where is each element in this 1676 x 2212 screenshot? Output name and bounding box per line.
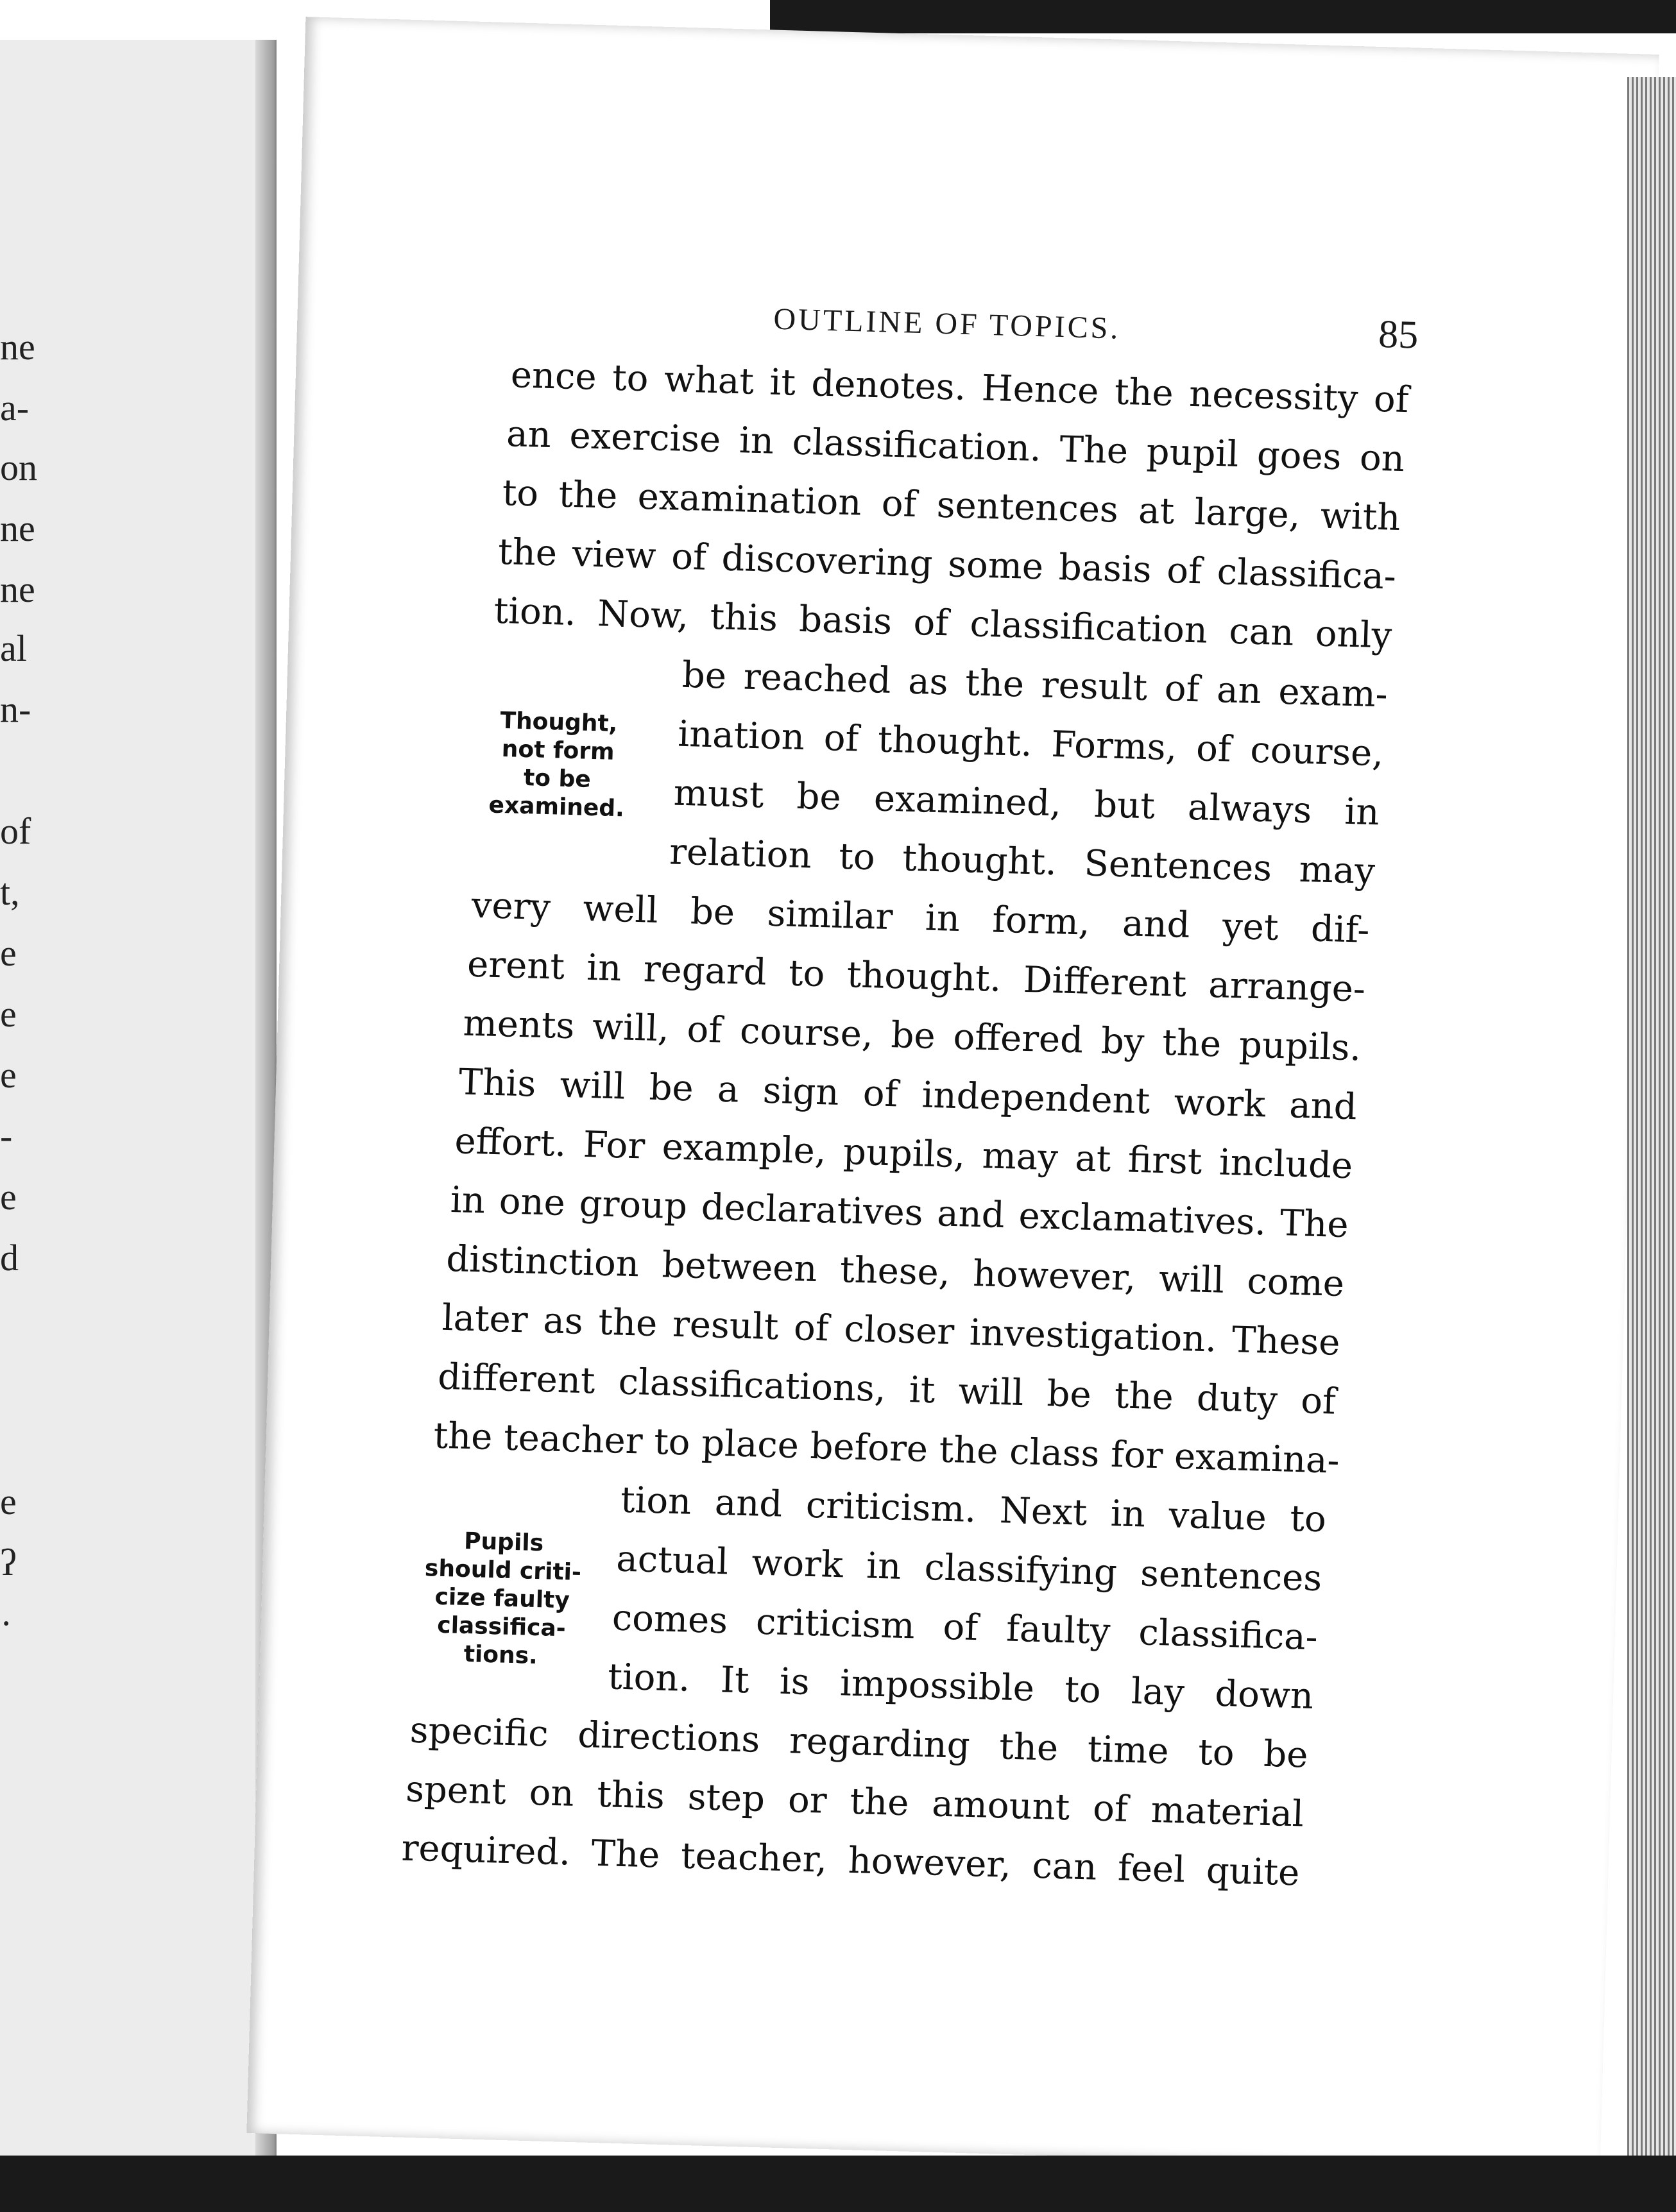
left-page-fragment: · [0, 1603, 13, 1644]
page-content [400, 282, 1437, 2002]
left-page-fragment: of [0, 810, 31, 852]
text-line: distinction between these, however, will come [445, 1238, 1345, 1305]
text-line: the teacher to place before the class for examina- [432, 1415, 1340, 1482]
page-edge-stack [1627, 77, 1676, 2194]
left-page-fragment: ne [0, 507, 35, 549]
text-line: required. The teacher, however, can feel quite [400, 1827, 1301, 1894]
text-line: relation to thought. Sentences may [669, 831, 1376, 893]
sidenote-line: classifica- [436, 1612, 567, 1642]
left-page-fragment: d [0, 1237, 19, 1279]
left-page-fragment: n- [0, 688, 31, 730]
text-line: ination of thought. Forms, of course, [677, 713, 1384, 775]
left-page-fragment: e [0, 1481, 17, 1522]
text-line: erent in regard to thought. Different arrange- [466, 943, 1366, 1010]
sidenote-line: tions. [463, 1640, 538, 1670]
scan-border-top [770, 0, 1676, 33]
text-line: different classifications, it will be the duty of [437, 1356, 1337, 1423]
sidenote-line: cize faulty [434, 1583, 570, 1614]
text-line: effort. For example, pupils, may at first include [454, 1120, 1353, 1187]
text-line: tion. Now, this basis of classification can only [493, 590, 1393, 657]
sidenote-line: Pupils [463, 1527, 544, 1557]
left-page-fragment: e [0, 1054, 17, 1096]
running-head: OUTLINE OF TOPICS. [773, 302, 1122, 346]
page-number: 85 [1378, 312, 1419, 357]
text-line: an exercise in classification. The pupil goes on [506, 413, 1405, 481]
left-facing-page [0, 40, 277, 2157]
text-line: comes criticism of faulty classifica- [611, 1597, 1319, 1659]
text-line: the view of discovering some basis of classifica- [497, 531, 1397, 598]
left-page-fragment: on [0, 447, 37, 488]
text-line: must be examined, but always in [672, 772, 1380, 834]
left-page-fragment: ne [0, 568, 35, 610]
left-page-fragment: t, [0, 871, 20, 913]
scan-border-bottom [0, 2156, 1676, 2212]
text-line: specific directions regarding the time to be [409, 1709, 1309, 1776]
text-line: tion. It is impossible to lay down [607, 1656, 1314, 1717]
text-line: actual work in classifying sentences [615, 1538, 1323, 1600]
text-line: later as the result of closer investigation. These [441, 1297, 1341, 1364]
sidenote-line: to be [523, 764, 592, 793]
left-page-fragment: al [0, 627, 27, 669]
left-page-fragment: e [0, 932, 17, 974]
text-line: in one group declaratives and exclamatives. The [450, 1179, 1349, 1246]
left-page-fragment: ne [0, 326, 35, 368]
left-page-fragment: - [0, 1115, 13, 1157]
text-line: be reached as the result of an exam- [681, 654, 1389, 716]
text-line: to the examination of sentences at large, with [501, 472, 1401, 539]
sidenote-line: examined. [488, 792, 625, 822]
text-line: This will be a sign of independent work and [458, 1061, 1358, 1128]
text-line: ments will, of course, be offered by the pupils. [462, 1002, 1362, 1069]
sidenote-thought-not-form [466, 706, 649, 824]
left-page-fragment: e [0, 1176, 17, 1218]
text-line: tion and criticism. Next in value to [620, 1479, 1327, 1541]
sidenote-line: not form [501, 736, 615, 765]
left-page-fragment: e [0, 993, 17, 1035]
sidenote-line: Thought, [499, 707, 618, 738]
left-page-fragment: ʔ [0, 1542, 17, 1583]
sidenote-line: should criti- [424, 1555, 582, 1586]
left-page-fragment: a- [0, 387, 30, 429]
sidenote-pupils-should-criticize [411, 1526, 594, 1672]
text-line: spent on this step or the amount of material [405, 1768, 1304, 1835]
text-line: ence to what it denotes. Hence the necessity of [510, 354, 1410, 421]
text-line: very well be similar in form, and yet dif- [470, 884, 1371, 951]
